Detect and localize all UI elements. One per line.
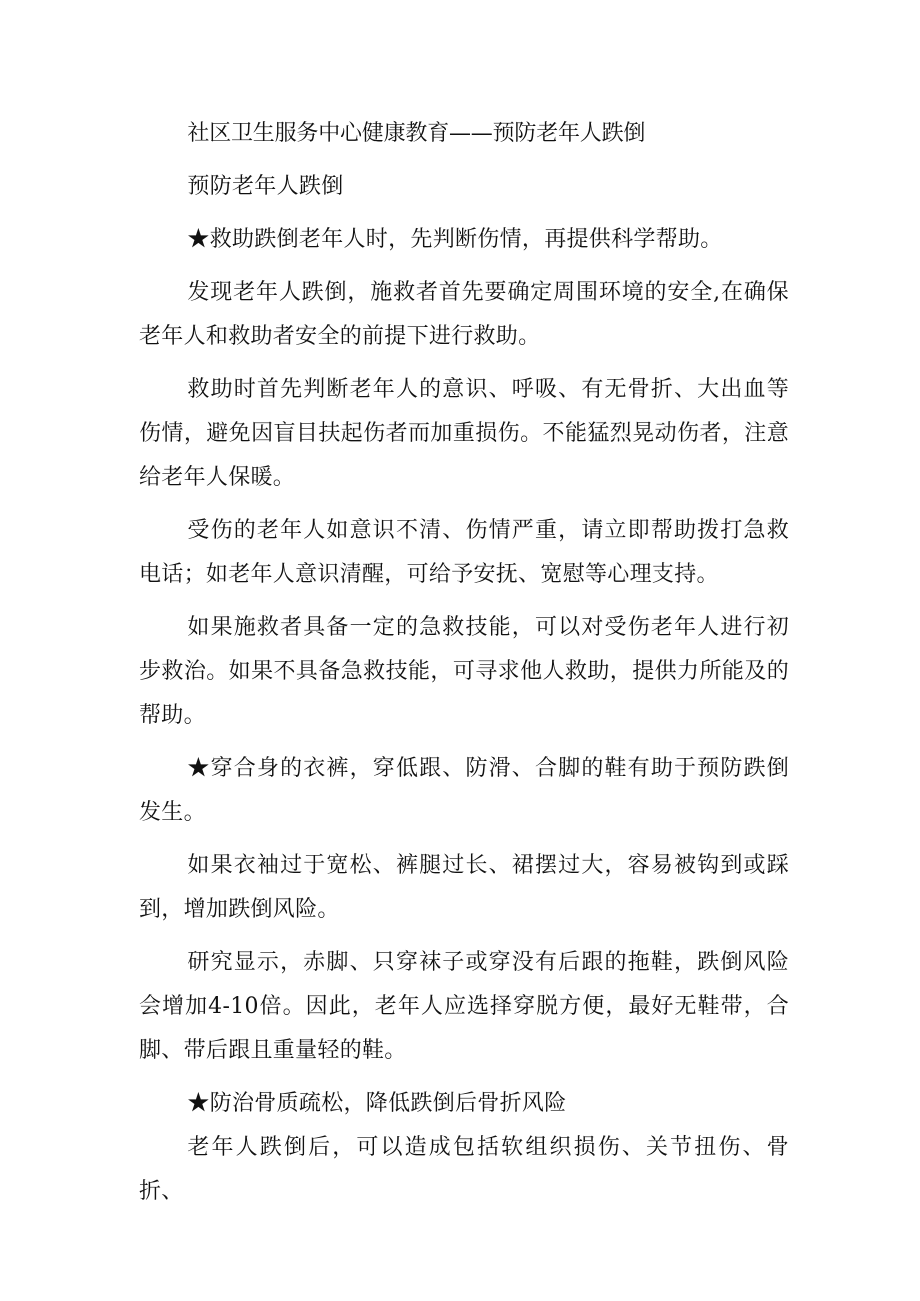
paragraph-3: 救助时首先判断老年人的意识、呼吸、有无骨折、大出血等伤情，避免因盲目扶起伤者而加重损伤。不能猛烈晃动伤者，注意给老年人保暖。 [139,377,789,490]
paragraph-7: 如果衣袖过于宽松、裤腿过长、裙摆过大，容易被钩到或踩到，增加跌倒风险。 [139,853,789,922]
paragraph-6: ★穿合身的衣裤，穿低跟、防滑、合脚的鞋有助于预防跌倒发生。 [139,756,789,825]
document-body [139,112,789,1223]
paragraph-4: 受伤的老年人如意识不清、伤情严重，请立即帮助拨打急救电话；如老年人意识清醒，可给予安抚、宽慰等心理支持。 [139,518,789,587]
document-subtitle: 预防老年人跌倒 [187,174,344,199]
paragraph-5: 如果施救者具备一定的急救技能，可以对受伤老年人进行初步救治。如果不具备急救技能，可寻求他人救助，提供力所能及的帮助。 [139,615,789,728]
document-title: 社区卫生服务中心健康教育——预防老年人跌倒 [187,121,646,146]
paragraph-10: 老年人跌倒后，可以造成包括软组织损伤、关节扭伤、骨折、 [139,1135,789,1204]
paragraph-1: ★救助跌倒老年人时，先判断伤情，再提供科学帮助。 [187,227,723,252]
paragraph-9: ★防治骨质疏松，降低跌倒后骨折风险 [187,1091,567,1116]
paragraph-2: 发现老年人跌倒，施救者首先要确定周围环境的安全,在确保老年人和救助者安全的前提下进行救助。 [139,280,789,349]
paragraph-8: 研究显示，赤脚、只穿袜子或穿没有后跟的拖鞋，跌倒风险会增加4-10倍。因此，老年人应选择穿脱方便，最好无鞋带，合脚、带后跟且重量轻的鞋。 [139,950,789,1063]
